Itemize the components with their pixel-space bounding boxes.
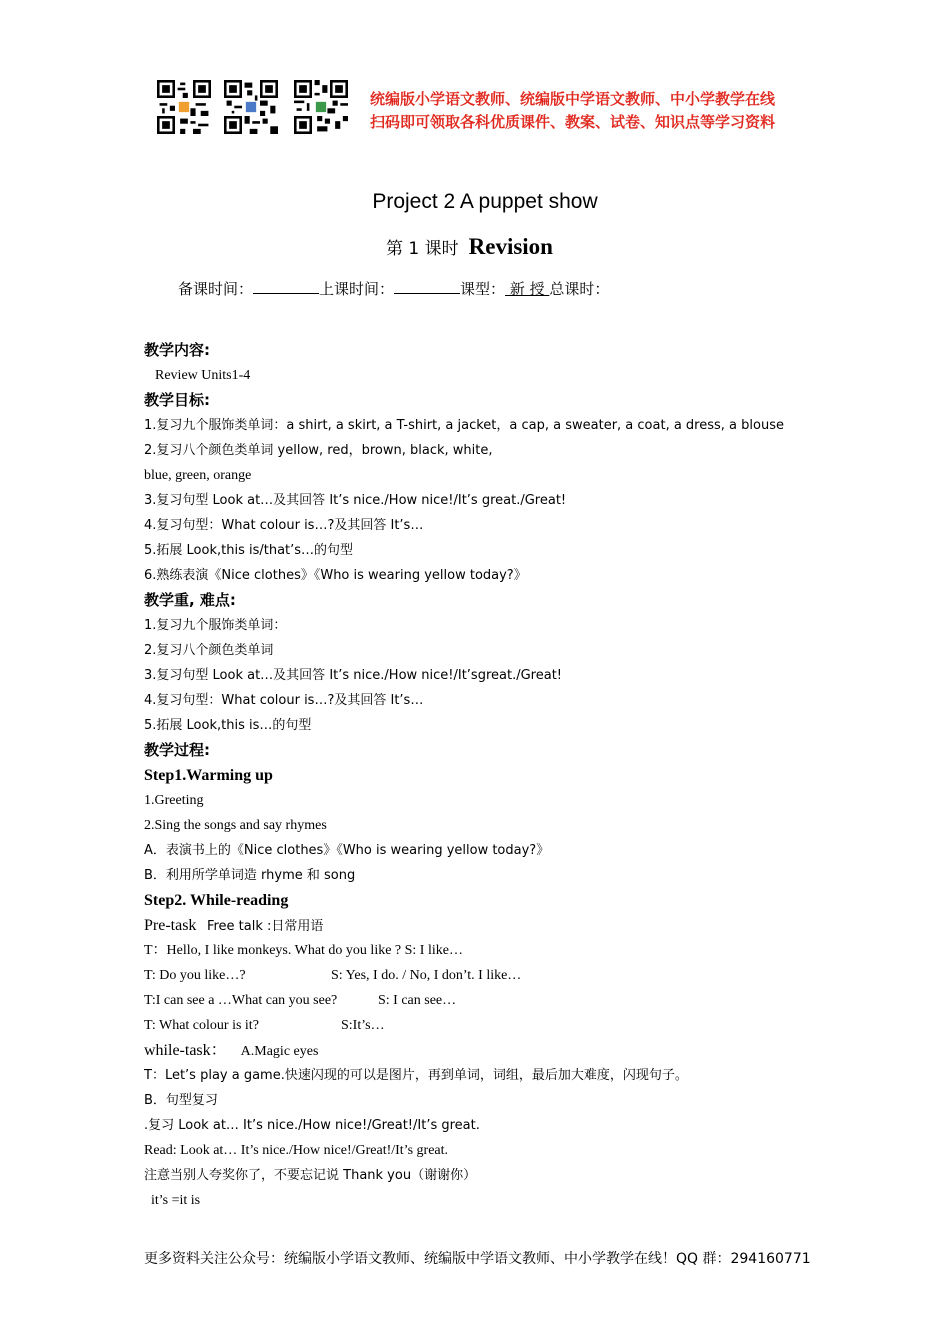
section-heading-goals: 教学目标:: [144, 391, 210, 409]
document-title: Project 2 A puppet show: [372, 190, 598, 213]
activity-line: .复习 Look at… It’s nice./How nice!/Great!/It’s great.: [144, 1118, 480, 1133]
pre-task-label: Pre-task: [144, 917, 197, 934]
step-heading: Step1.Warming up: [144, 767, 273, 784]
goal-item-continued: blue, green, orange: [144, 468, 252, 483]
while-task-text: A.Magic eyes: [240, 1044, 319, 1059]
lesson-meta: [178, 278, 609, 299]
qr-code-image: [294, 80, 348, 134]
key-point-item: 4.复习句型：What colour is…?及其回答 It’s…: [144, 693, 424, 708]
activity-line: Read: Look at… It’s nice./How nice!/Great!/It’s great.: [144, 1143, 449, 1158]
dialogue-line: [144, 988, 844, 1013]
goal-item: 4.复习句型：What colour is…?及其回答 It’s…: [144, 518, 424, 533]
section-heading-content: 教学内容:: [144, 341, 210, 359]
section-heading-process: 教学过程:: [144, 741, 210, 759]
prep-time-blank: [253, 279, 319, 294]
lesson-content: [144, 338, 844, 1213]
student-line: S:It’s…: [341, 1018, 385, 1033]
while-task-label: while-task：: [144, 1042, 227, 1059]
teacher-line: T: Do you like…?: [144, 968, 246, 983]
class-time-label: 上课时间：: [319, 280, 395, 298]
class-time-blank: [394, 279, 460, 294]
goal-item: 5.拓展 Look,this is/that’s…的句型: [144, 543, 354, 558]
lesson-topic: Revision: [468, 234, 553, 259]
student-line: S: Yes, I do. / No, I don’t. I like…: [331, 968, 522, 983]
dialogue-line: [144, 963, 844, 988]
goal-item: 6.熟练表演《Nice clothes》《Who is wearing yellow today?》: [144, 568, 527, 583]
dialogue-line: [144, 1013, 844, 1038]
step-item: 1.Greeting: [144, 793, 204, 808]
content-text: Review Units1-4: [155, 368, 251, 383]
section-heading-key-points: 教学重, 难点:: [144, 591, 236, 609]
lesson-type-label: 课型：: [460, 280, 506, 298]
key-point-item: 3.复习句型 Look at…及其回答 It’s nice./How nice!/It’sgreat./Great!: [144, 668, 562, 683]
goal-item: 3.复习句型 Look at…及其回答 It’s nice./How nice!/It’s great./Great!: [144, 493, 567, 508]
teacher-line: T:I can see a …What can you see?: [144, 993, 338, 1008]
while-task-line: [144, 1038, 844, 1063]
activity-line: it’s =it is: [151, 1193, 201, 1208]
key-point-item: 1.复习九个服饰类单词：: [144, 618, 287, 633]
goal-item: 1.复习九个服饰类单词：a shirt, a skirt, a T-shirt, a jacket，a cap, a sweater, a coat, a dress, a blouse: [144, 418, 784, 433]
step-item: 2.Sing the songs and say rhymes: [144, 818, 327, 833]
promo-banner-line-1: 统编版小学语文教师、统编版中学语文教师、中小学教学在线: [370, 90, 776, 108]
lesson-type-value: 新 授: [505, 280, 550, 298]
lesson-number: 第 1 课时: [386, 239, 459, 259]
pre-task-text: Free talk :日常用语: [206, 919, 324, 934]
activity-line: 注意当别人夸奖你了，不要忘记说 Thank you（谢谢你）: [144, 1168, 477, 1183]
teacher-line: T: What colour is it?: [144, 1018, 259, 1033]
step-heading: Step2. While-reading: [144, 892, 289, 909]
qr-code-image: [224, 80, 278, 134]
activity-line: T：Let’s play a game.快速闪现的可以是图片，再到单词，词组，最后加大难度，闪现句子。: [144, 1068, 688, 1083]
goal-item: 2.复习八个颜色类单词 yellow, red，brown, black, white,: [144, 443, 493, 458]
pre-task-line: [144, 913, 844, 938]
key-point-item: 5.拓展 Look,this is…的句型: [144, 718, 312, 733]
promo-banner-line-2: 扫码即可领取各科优质课件、教案、试卷、知识点等学习资料: [370, 113, 776, 131]
footer-note: 更多资料关注公众号：统编版小学语文教师、统编版中学语文教师、中小学教学在线！QQ 群：294160771: [144, 1251, 811, 1267]
step-item: B．利用所学单词造 rhyme 和 song: [144, 868, 356, 883]
key-point-item: 2.复习八个颜色类单词: [144, 643, 274, 658]
activity-line: B．句型复习: [144, 1093, 218, 1108]
prep-time-label: 备课时间：: [178, 280, 254, 298]
lesson-subtitle: [386, 234, 553, 260]
dialogue-line: T：Hello, I like monkeys. What do you like ? S: I like…: [144, 943, 463, 958]
qr-code-image: [157, 80, 211, 134]
total-hours-label: 总课时：: [549, 280, 610, 298]
student-line: S: I can see…: [378, 993, 457, 1008]
step-item: A．表演书上的《Nice clothes》《Who is wearing yellow today?》: [144, 843, 550, 858]
